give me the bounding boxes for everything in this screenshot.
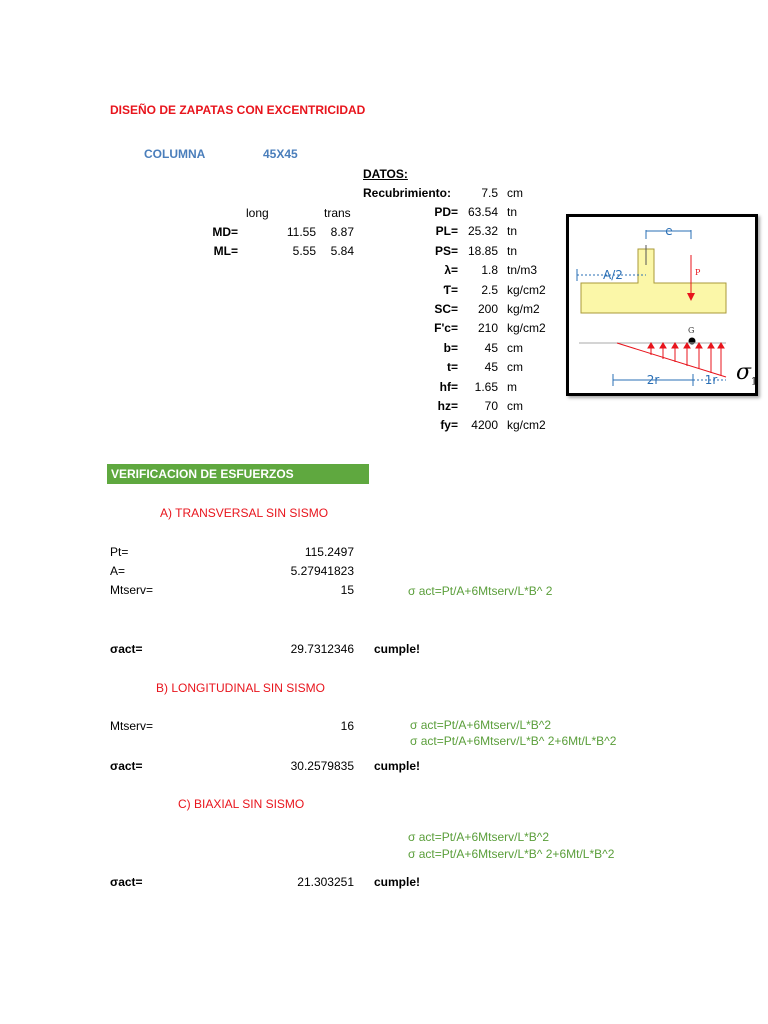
formula-c1: σ act=Pt/A+6Mtserv/L*B^2 <box>408 830 550 844</box>
mtserv-a-value: 15 <box>340 583 354 597</box>
datos-value: 2.5 <box>481 283 498 297</box>
datos-unit: tn <box>507 205 518 219</box>
dim-a2-label: A/2 <box>603 268 623 282</box>
formula-b2: σ act=Pt/A+6Mtserv/L*B^ 2+6Mt/L*B^2 <box>410 734 617 748</box>
formula-b1: σ act=Pt/A+6Mtserv/L*B^2 <box>410 718 552 732</box>
datos-label: hf= <box>439 380 458 394</box>
datos-unit: tn/m3 <box>507 263 538 277</box>
columna-label: COLUMNA <box>144 147 206 161</box>
md-long: 11.55 <box>286 225 316 239</box>
datos-unit: cm <box>507 399 523 413</box>
datos-label: fy= <box>440 418 458 432</box>
datos-value: 200 <box>477 302 498 316</box>
recubrimiento-label: Recubrimiento: <box>363 186 452 200</box>
datos-label: hz= <box>437 399 458 413</box>
section-c-title: C) BIAXIAL SIN SISMO <box>178 797 305 811</box>
datos-value: 1.8 <box>481 263 498 277</box>
sigma-symbol: σ <box>736 360 752 385</box>
datos-unit: kg/cm2 <box>507 283 546 297</box>
datos-label: b= <box>443 341 458 355</box>
ml-label: ML= <box>213 244 238 258</box>
datos-value: 4200 <box>471 418 498 432</box>
a-label: A= <box>110 564 126 578</box>
datos-label: t= <box>446 360 458 374</box>
dim-e-label: e <box>665 224 673 238</box>
datos-value: 18.85 <box>467 244 498 258</box>
datos-label: F'c= <box>434 321 458 335</box>
oact-b-value: 30.2579835 <box>290 759 354 773</box>
oact-a-value: 29.7312346 <box>290 642 354 656</box>
sigma-label <box>736 360 757 387</box>
datos-unit: tn <box>507 224 518 238</box>
datos-unit: kg/m2 <box>507 302 540 316</box>
status-c: cumple! <box>374 875 421 889</box>
datos-unit: cm <box>507 341 523 355</box>
section-a-title: A) TRANSVERSAL SIN SISMO <box>160 506 329 520</box>
mtserv-b-label: Mtserv= <box>110 719 154 733</box>
mtserv-a-label: Mtserv= <box>110 583 154 597</box>
md-label: MD= <box>212 225 238 239</box>
datos-unit: kg/cm2 <box>507 418 546 432</box>
datos-unit: cm <box>507 360 523 374</box>
datos-value: 63.54 <box>467 205 498 219</box>
ml-long: 5.55 <box>292 244 316 258</box>
a-value: 5.27941823 <box>290 564 354 578</box>
recubrimiento-unit: cm <box>507 186 523 200</box>
md-trans: 8.87 <box>330 225 354 239</box>
moments-header-trans: trans <box>324 206 351 220</box>
pt-value: 115.2497 <box>304 545 354 559</box>
datos-label: λ= <box>444 263 458 277</box>
datos-label: PD= <box>434 205 458 219</box>
datos-value: 25.32 <box>467 224 498 238</box>
oact-b-label: σact= <box>110 759 143 773</box>
formula-c2: σ act=Pt/A+6Mtserv/L*B^ 2+6Mt/L*B^2 <box>408 847 615 861</box>
datos-label: PL= <box>435 224 458 238</box>
moments-header-long: long <box>246 206 269 220</box>
datos-label: Ƭ= <box>443 283 458 297</box>
datos-label: SC= <box>434 302 458 316</box>
footing-diagram-svg <box>569 217 758 393</box>
oact-a-label: σact= <box>110 642 143 656</box>
load-p-label: P <box>695 268 701 277</box>
mtserv-b-value: 16 <box>340 719 354 733</box>
ml-trans: 5.84 <box>330 244 354 258</box>
datos-label: PS= <box>434 244 458 258</box>
status-b: cumple! <box>374 759 421 773</box>
datos-unit: m <box>507 380 517 394</box>
pressure-arrows <box>648 343 724 376</box>
recubrimiento-value: 7.5 <box>481 186 498 200</box>
status-a: cumple! <box>374 642 421 656</box>
section-header: VERIFICACION DE ESFUERZOS <box>107 464 369 484</box>
datos-value: 45 <box>484 360 498 374</box>
footing-diagram <box>566 214 758 396</box>
centroid-g-label: G <box>688 326 695 335</box>
oact-c-label: σact= <box>110 875 143 889</box>
pt-label: Pt= <box>110 545 129 559</box>
datos-value: 1.65 <box>474 380 498 394</box>
formula-a: σ act=Pt/A+6Mtserv/L*B^ 2 <box>408 584 553 598</box>
section-b-title: B) LONGITUDINAL SIN SISMO <box>156 681 325 695</box>
dim-1r-label: 1r <box>704 373 718 387</box>
datos-value: 70 <box>484 399 498 413</box>
columna-value: 45X45 <box>263 147 298 161</box>
oact-c-value: 21.303251 <box>297 875 354 889</box>
datos-heading: DATOS: <box>363 167 408 181</box>
datos-value: 210 <box>477 321 498 335</box>
dim-2r-label: 2r <box>646 373 660 387</box>
datos-unit: tn <box>507 244 518 258</box>
datos-value: 45 <box>484 341 498 355</box>
page-title: DISEÑO DE ZAPATAS CON EXCENTRICIDAD <box>110 103 366 117</box>
sigma-subscript: 1 <box>751 376 758 388</box>
datos-unit: kg/cm2 <box>507 321 546 335</box>
